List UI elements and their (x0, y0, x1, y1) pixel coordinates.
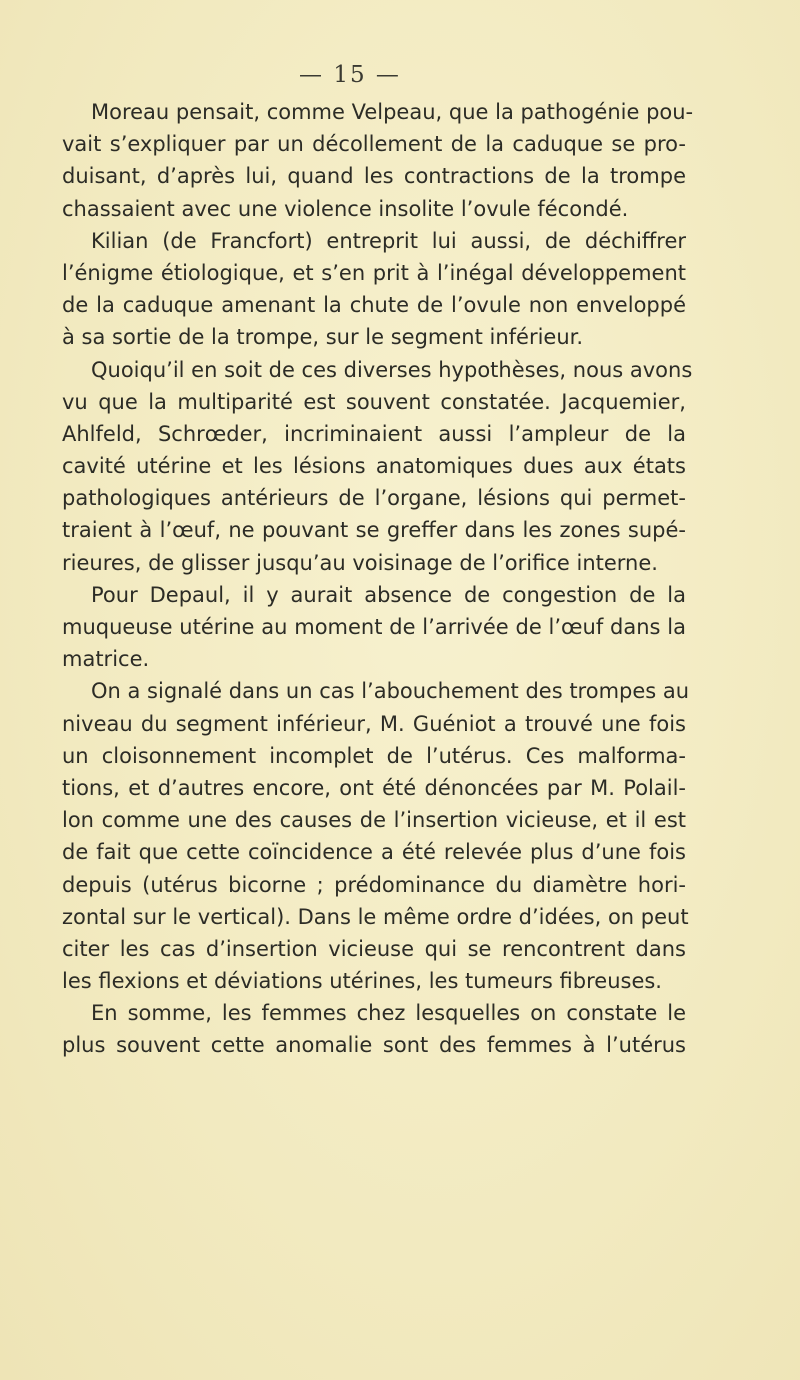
page-number: — 15 — (299, 62, 401, 88)
text-line: lon comme une des causes de l’insertion vicieuse, et il est (62, 808, 686, 833)
text-line: cavité utérine et les lésions anatomiques dues aux états (62, 454, 686, 479)
text-line: pathologiques antérieurs de l’organe, lésions qui permet- (62, 486, 686, 511)
text-line: matrice. (62, 647, 150, 672)
text-line: tions, et d’autres encore, ont été dénoncées par M. Polail- (62, 775, 686, 800)
text-line: l’énigme étiologique, et s’en prit à l’inégal développement (62, 260, 686, 285)
text-line: En somme, les femmes chez lesquelles on constate le (91, 1001, 686, 1026)
text-line: Moreau pensait, comme Velpeau, que la pathogénie pou- (91, 100, 694, 124)
text-line: depuis (utérus bicorne ; prédominance du diamètre hori- (62, 872, 686, 897)
text-line: muqueuse utérine au moment de l’arrivée de l’œuf dans la (62, 615, 686, 639)
text-line: niveau du segment inférieur, M. Guéniot a trouvé une fois (62, 711, 686, 736)
text-line: duisant, d’après lui, quand les contractions de la trompe (62, 164, 686, 189)
text-line: Quoiqu’il en soit de ces diverses hypothèses, nous avons (91, 357, 693, 382)
text-line: citer les cas d’insertion vicieuse qui se rencontrent dans (62, 936, 686, 961)
paragraph (62, 997, 686, 1061)
paragraph (62, 354, 693, 579)
text-line: Kilian (de Francfort) entreprit lui aussi, de déchiffrer (91, 228, 686, 253)
paragraph (62, 675, 690, 997)
text-line: à sa sortie de la trompe, sur le segment inférieur. (62, 325, 584, 350)
text-line: traient à l’œuf, ne pouvant se greffer dans les zones supé- (62, 518, 686, 543)
text-line: chassaient avec une violence insolite l’ovule fécondé. (62, 196, 629, 221)
text-line: zontal sur le vertical). Dans le même ordre d’idées, on peut (62, 904, 689, 929)
text-line: les flexions et déviations utérines, les tumeurs fibreuses. (62, 969, 662, 994)
text-line: vu que la multiparité est souvent constatée. Jacquemier, (62, 389, 686, 414)
text-line: vait s’expliquer par un décollement de la caduque se pro- (62, 132, 686, 157)
text-line: Ahlfeld, Schrœder, incriminaient aussi l’ampleur de la (62, 421, 686, 446)
paragraph (62, 579, 686, 676)
text-line: de la caduque amenant la chute de l’ovule non enveloppé (62, 293, 686, 318)
text-line: de fait que cette coïncidence a été relevée plus d’une fois (62, 840, 686, 865)
text-line: On a signalé dans un cas l’abouchement des trompes au (91, 679, 690, 704)
text-line: Pour Depaul, il y aurait absence de congestion de la (91, 582, 686, 607)
paragraph (62, 96, 694, 225)
text-line: un cloisonnement incomplet de l’utérus. Ces malforma- (62, 743, 686, 768)
paragraph (62, 225, 686, 354)
text-line: rieures, de glisser jusqu’au voisinage de l’orifice interne. (62, 550, 658, 575)
body-text (62, 96, 694, 1062)
text-line: plus souvent cette anomalie sont des femmes à l’utérus (62, 1033, 686, 1058)
